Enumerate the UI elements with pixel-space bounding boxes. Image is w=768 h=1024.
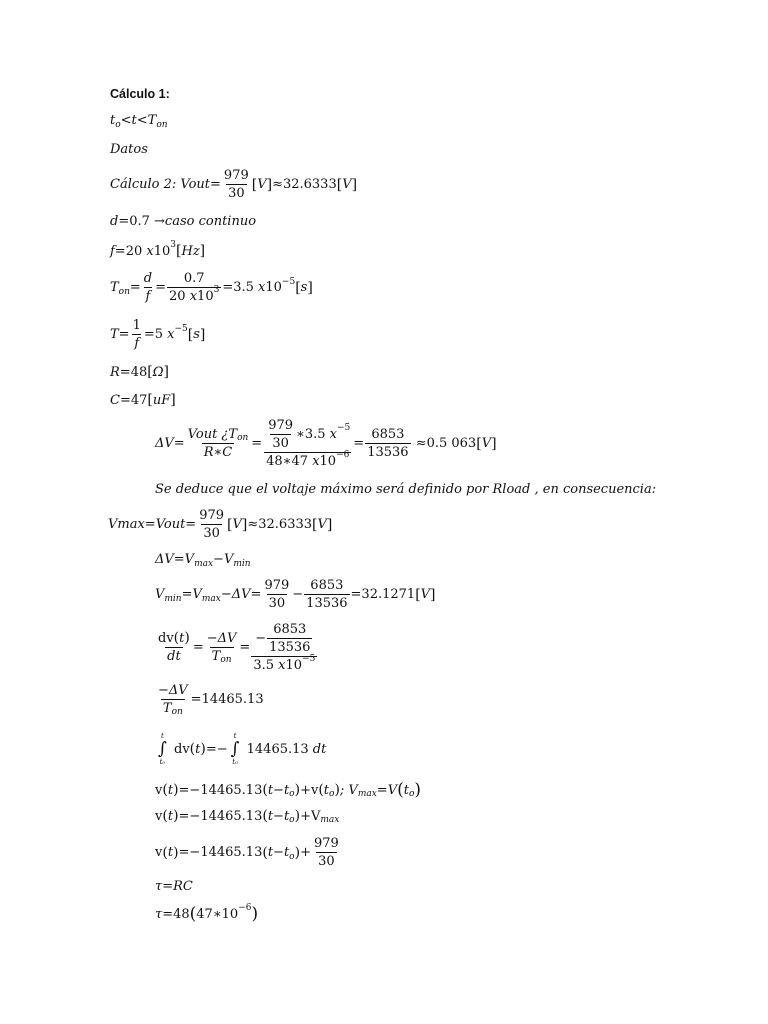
math-text: Vmax=Vout=: [108, 517, 197, 532]
fraction-numerator: [263, 418, 352, 452]
math-text: −: [292, 587, 304, 602]
math-text: f: [145, 289, 151, 304]
tau-value-line: [155, 904, 258, 924]
math-number: 10: [285, 658, 303, 673]
math-text: dt: [167, 649, 181, 664]
math-text: x: [274, 658, 286, 673]
math-subscript: max: [194, 558, 214, 569]
fraction: [262, 578, 291, 611]
math-number: 10: [319, 454, 337, 469]
datos-label: [110, 142, 148, 157]
math-bracket: ): [294, 808, 301, 824]
math-text: =−: [205, 741, 228, 757]
math-bracket: (: [262, 844, 268, 861]
tau-rc-line: [155, 879, 193, 894]
math-text: =: [129, 280, 141, 295]
math-text: ΔV=: [155, 436, 185, 451]
math-number: +: [300, 845, 311, 860]
math-text: T: [211, 649, 221, 664]
math-subscript: on: [220, 655, 232, 665]
resistance-line: [110, 364, 169, 380]
math-bracket: (: [397, 780, 404, 800]
math-text: x: [185, 289, 198, 304]
math-text: τ=RC: [155, 879, 193, 894]
math-bracket: (: [162, 844, 168, 861]
math-number: =−14465.13: [178, 845, 263, 860]
math-bracket: (: [173, 630, 180, 646]
math-number: ∗3.5: [296, 427, 326, 442]
fraction-denominator: [264, 452, 351, 469]
math-bracket: ): [173, 782, 179, 798]
math-superscript: 3: [213, 285, 220, 295]
math-number: 30: [203, 526, 220, 541]
math-text: Ω: [152, 364, 164, 380]
math-bracket: ): [414, 780, 422, 800]
math-number: 48: [173, 906, 190, 922]
math-bracket: [: [476, 435, 482, 452]
math-subscript: o: [289, 851, 295, 862]
math-text: V: [257, 177, 267, 192]
fraction: [251, 622, 317, 673]
frequency-line: [110, 240, 206, 259]
fraction-numerator: [182, 271, 207, 287]
math-bracket: (: [262, 808, 268, 824]
math-bracket: ]: [241, 516, 248, 533]
math-number: ≈32.6333: [272, 177, 337, 192]
math-subscript: o: [329, 789, 335, 799]
section-heading: Cálculo 1:: [110, 87, 170, 101]
math-subscript: o: [115, 119, 121, 130]
math-text: Hz: [181, 243, 200, 259]
math-number: +v: [300, 782, 319, 798]
math-text: d=: [110, 214, 130, 229]
math-text: x: [253, 280, 266, 295]
fraction: [156, 683, 190, 716]
math-text: t: [167, 808, 174, 824]
math-bracket: ]: [199, 326, 206, 343]
math-number: +V: [300, 808, 321, 824]
math-number: 10: [265, 280, 282, 295]
math-number: =−14465.13: [178, 808, 263, 824]
math-text: C=: [110, 392, 131, 408]
math-number: v: [155, 782, 163, 798]
math-text: x: [142, 243, 154, 259]
integral-line: [155, 731, 326, 767]
fraction: [197, 508, 226, 541]
math-text: t: [179, 631, 185, 646]
math-text: −ΔV: [158, 683, 188, 698]
fraction-denominator: [144, 287, 153, 304]
math-number: ≈0.5 063: [411, 436, 477, 451]
math-text: V: [420, 587, 431, 602]
math-text: x: [325, 427, 338, 442]
fraction-numerator: [205, 631, 239, 647]
integral-lower-limit: t₀: [159, 758, 166, 766]
math-text: d: [143, 271, 153, 286]
math-superscript: −6: [238, 903, 252, 913]
math-bracket: ]: [163, 364, 169, 380]
integral-symbol: ∫: [158, 739, 167, 759]
math-text: V: [317, 517, 327, 532]
math-bracket: ): [294, 782, 301, 798]
delta-v-line: [155, 418, 497, 469]
fraction-denominator: [132, 334, 141, 351]
math-text: −: [255, 631, 267, 646]
math-text: −ΔV=: [220, 587, 262, 602]
integral-sign: [231, 731, 240, 767]
math-number: 14465.13: [242, 741, 309, 757]
fraction-numerator: [271, 622, 308, 638]
math-text: =: [251, 436, 263, 451]
math-text: Datos: [110, 142, 148, 157]
fraction-numerator: [222, 168, 251, 184]
math-bracket: [: [336, 176, 343, 193]
math-text: R∗C: [203, 445, 233, 460]
math-text: f: [134, 336, 140, 351]
math-text: s: [193, 327, 200, 342]
integral-lower-limit: t₀: [232, 758, 238, 766]
integral-upper-limit: t: [161, 732, 164, 740]
fraction: [156, 631, 192, 664]
fraction: [263, 418, 352, 469]
math-subscript: on: [171, 707, 183, 717]
duty-line: [110, 214, 256, 229]
fraction-denominator: [202, 443, 235, 460]
fraction-denominator: [267, 594, 288, 611]
math-subscript: max: [320, 815, 340, 825]
math-bracket: ]: [351, 176, 358, 193]
math-bracket: ): [184, 630, 190, 646]
fraction-numerator: [266, 418, 295, 434]
math-number: dv: [169, 741, 190, 757]
capacitance-line: [110, 392, 176, 408]
math-text: t: [323, 782, 330, 798]
fraction: [365, 427, 410, 460]
integral-symbol: ∫: [230, 739, 240, 759]
math-number: =−14465.13: [178, 782, 263, 798]
math-number: 10: [153, 243, 171, 259]
math-number: 30: [268, 596, 286, 611]
math-bracket: ): [200, 741, 206, 757]
fraction-denominator: [251, 656, 317, 673]
fraction-denominator: [167, 287, 221, 304]
math-subscript: o: [289, 789, 295, 799]
fraction: [167, 271, 221, 304]
fraction-numerator: [131, 318, 143, 334]
fraction-denominator: [161, 699, 185, 716]
math-text: t: [195, 741, 201, 757]
math-number: 20: [125, 243, 143, 259]
math-text: s: [300, 280, 308, 295]
math-text: dt: [308, 741, 327, 757]
fraction: [267, 622, 312, 655]
math-bracket: ): [294, 844, 301, 861]
math-text: t−t: [267, 808, 290, 824]
math-number: 10: [197, 289, 214, 304]
math-bracket: ]: [266, 176, 273, 193]
math-number: 1: [132, 318, 141, 333]
math-number: 30: [318, 854, 335, 869]
math-text: Vout ¿T: [187, 427, 238, 442]
math-bracket: ]: [170, 392, 176, 408]
math-text: −V: [213, 552, 234, 567]
math-text: T: [162, 701, 172, 716]
integral-sign: [158, 731, 167, 767]
math-superscript: −6: [336, 450, 350, 460]
math-text: =: [155, 280, 167, 295]
math-bracket: [: [147, 392, 153, 408]
math-number: 48: [130, 364, 148, 380]
math-number: v: [155, 808, 163, 824]
math-number: 3.5: [253, 658, 275, 673]
math-bracket: [: [251, 176, 258, 193]
fraction-numerator: [142, 271, 154, 287]
math-number: v: [155, 845, 163, 860]
fraction-numerator: [369, 427, 406, 443]
math-text: x: [163, 327, 175, 342]
math-number: 13536: [306, 596, 348, 611]
math-text: =V: [181, 587, 202, 602]
fraction-numerator: [186, 427, 251, 443]
math-number: 979: [268, 418, 294, 433]
math-bracket: ): [334, 782, 340, 798]
fraction: [266, 418, 295, 451]
math-number: =32.1271: [350, 587, 416, 602]
math-bracket: ): [173, 844, 179, 861]
condition-line: [110, 113, 168, 128]
fraction-numerator: [156, 631, 192, 647]
fraction-numerator: [156, 683, 190, 699]
math-number: =3.5: [222, 280, 254, 295]
math-number: 30: [272, 436, 289, 451]
math-text: t: [403, 782, 409, 798]
math-number: 13536: [367, 445, 409, 460]
math-bracket: (: [262, 782, 268, 798]
math-text: t: [167, 845, 174, 860]
math-text: ΔV=V: [155, 552, 195, 567]
math-text: T=: [110, 327, 130, 342]
math-bracket: ]: [199, 243, 206, 259]
math-text: uF: [152, 392, 171, 408]
math-subscript: o: [408, 789, 415, 799]
math-subscript: on: [156, 119, 168, 130]
calculo2-line: [110, 168, 357, 201]
fraction-numerator: [262, 578, 291, 594]
voltage-numeric-line: [155, 836, 342, 869]
math-text: =: [192, 640, 204, 655]
math-number: 979: [264, 578, 290, 593]
math-text: t: [110, 113, 116, 128]
math-text: Cálculo 2: Vout=: [110, 177, 221, 192]
ton-line: [110, 271, 313, 304]
fraction-numerator: [253, 622, 315, 656]
fraction: [131, 318, 143, 351]
voltage-solution-line: [155, 780, 421, 800]
math-number: =5: [143, 327, 164, 342]
math-text: =V: [376, 782, 398, 798]
math-bracket: (: [189, 904, 197, 924]
math-bracket: [: [187, 326, 194, 343]
math-number: dv: [158, 631, 174, 646]
math-subscript: max: [357, 789, 377, 799]
math-bracket: [: [312, 516, 318, 533]
math-text: ; V: [339, 782, 358, 798]
math-bracket: (: [189, 741, 196, 757]
math-text: V: [481, 436, 492, 451]
math-text: R=: [110, 364, 131, 380]
math-number: 6853: [371, 427, 405, 442]
delta-v-definition-line: [155, 552, 251, 567]
math-text: <t<T: [120, 113, 157, 128]
fraction-denominator: [270, 434, 291, 451]
math-text: t: [167, 782, 174, 798]
math-bracket: ]: [326, 516, 333, 533]
math-number: 979: [223, 168, 249, 183]
math-bracket: [: [176, 243, 182, 259]
derivative-line: [155, 622, 318, 673]
math-number: 6853: [273, 622, 307, 637]
math-text: t−t: [267, 782, 290, 798]
math-subscript: max: [201, 593, 221, 604]
math-subscript: o: [289, 815, 295, 825]
math-bracket: (: [162, 808, 168, 824]
math-text: x: [308, 454, 320, 469]
math-superscript: −5: [302, 654, 316, 664]
math-bracket: (: [318, 782, 324, 798]
math-bracket: [: [147, 364, 153, 380]
fraction: [142, 271, 154, 304]
math-number: 13536: [269, 640, 311, 655]
integral-upper-limit: t: [233, 732, 237, 740]
fraction: [205, 631, 239, 664]
math-superscript: −5: [174, 323, 188, 334]
math-text: Se deduce que el voltaje máximo será definido por Rload , en consecuencia:: [155, 482, 657, 497]
math-text: V: [155, 587, 165, 602]
math-number: 6853: [310, 578, 344, 593]
fraction-denominator: [304, 594, 349, 611]
math-number: 47∗10: [196, 906, 239, 922]
math-number: 979: [199, 508, 225, 523]
fraction: [312, 836, 341, 869]
deduction-text: [155, 482, 656, 497]
vmax-line: [108, 508, 332, 541]
math-number: 47: [130, 392, 148, 408]
fraction-numerator: [312, 836, 341, 852]
voltage-vmax-line: [155, 808, 339, 824]
math-superscript: −5: [337, 423, 351, 433]
math-number: 48∗47: [266, 454, 309, 469]
math-text: →caso continuo: [154, 214, 257, 229]
math-bracket: [: [415, 586, 421, 603]
math-text: V: [232, 517, 242, 532]
math-number: ≈32.6333: [247, 517, 313, 532]
math-number: 0.7: [129, 214, 155, 229]
math-bracket: ]: [491, 435, 497, 452]
fraction-numerator: [308, 578, 345, 594]
fraction-denominator: [226, 184, 247, 201]
math-text: −ΔV: [206, 631, 237, 646]
math-bracket: ]: [430, 586, 436, 603]
math-subscript: min: [233, 558, 251, 569]
math-text: =: [353, 436, 365, 451]
math-subscript: on: [237, 433, 249, 443]
math-subscript: min: [164, 593, 182, 604]
math-subscript: on: [118, 286, 130, 297]
math-number: 979: [313, 836, 339, 851]
math-bracket: ): [173, 808, 179, 824]
fraction-denominator: [201, 524, 222, 541]
math-bracket: [: [295, 279, 301, 296]
math-text: =: [239, 640, 251, 655]
math-number: =14465.13: [190, 692, 264, 707]
slope-line: [155, 683, 264, 716]
math-number: 0.7: [183, 271, 205, 286]
fraction: [222, 168, 251, 201]
math-text: V: [342, 177, 352, 192]
fraction-denominator: [316, 852, 337, 869]
math-text: τ=: [155, 906, 174, 922]
math-bracket: (: [162, 782, 168, 798]
math-text: T: [110, 280, 119, 295]
math-bracket: [: [227, 516, 233, 533]
fraction-denominator: [365, 443, 410, 460]
vmin-line: [155, 578, 436, 611]
math-number: 20: [169, 289, 186, 304]
fraction: [186, 427, 251, 460]
math-number: 30: [228, 186, 245, 201]
math-superscript: −5: [281, 276, 296, 287]
fraction-numerator: [197, 508, 226, 524]
fraction: [304, 578, 349, 611]
period-line: [110, 318, 205, 351]
math-text: f=: [110, 243, 126, 259]
math-superscript: 3: [170, 240, 177, 250]
math-bracket: ): [251, 904, 259, 924]
fraction-denominator: [165, 647, 183, 664]
math-bracket: ]: [307, 279, 313, 296]
math-text: t−t: [267, 845, 290, 860]
fraction-denominator: [210, 647, 234, 664]
